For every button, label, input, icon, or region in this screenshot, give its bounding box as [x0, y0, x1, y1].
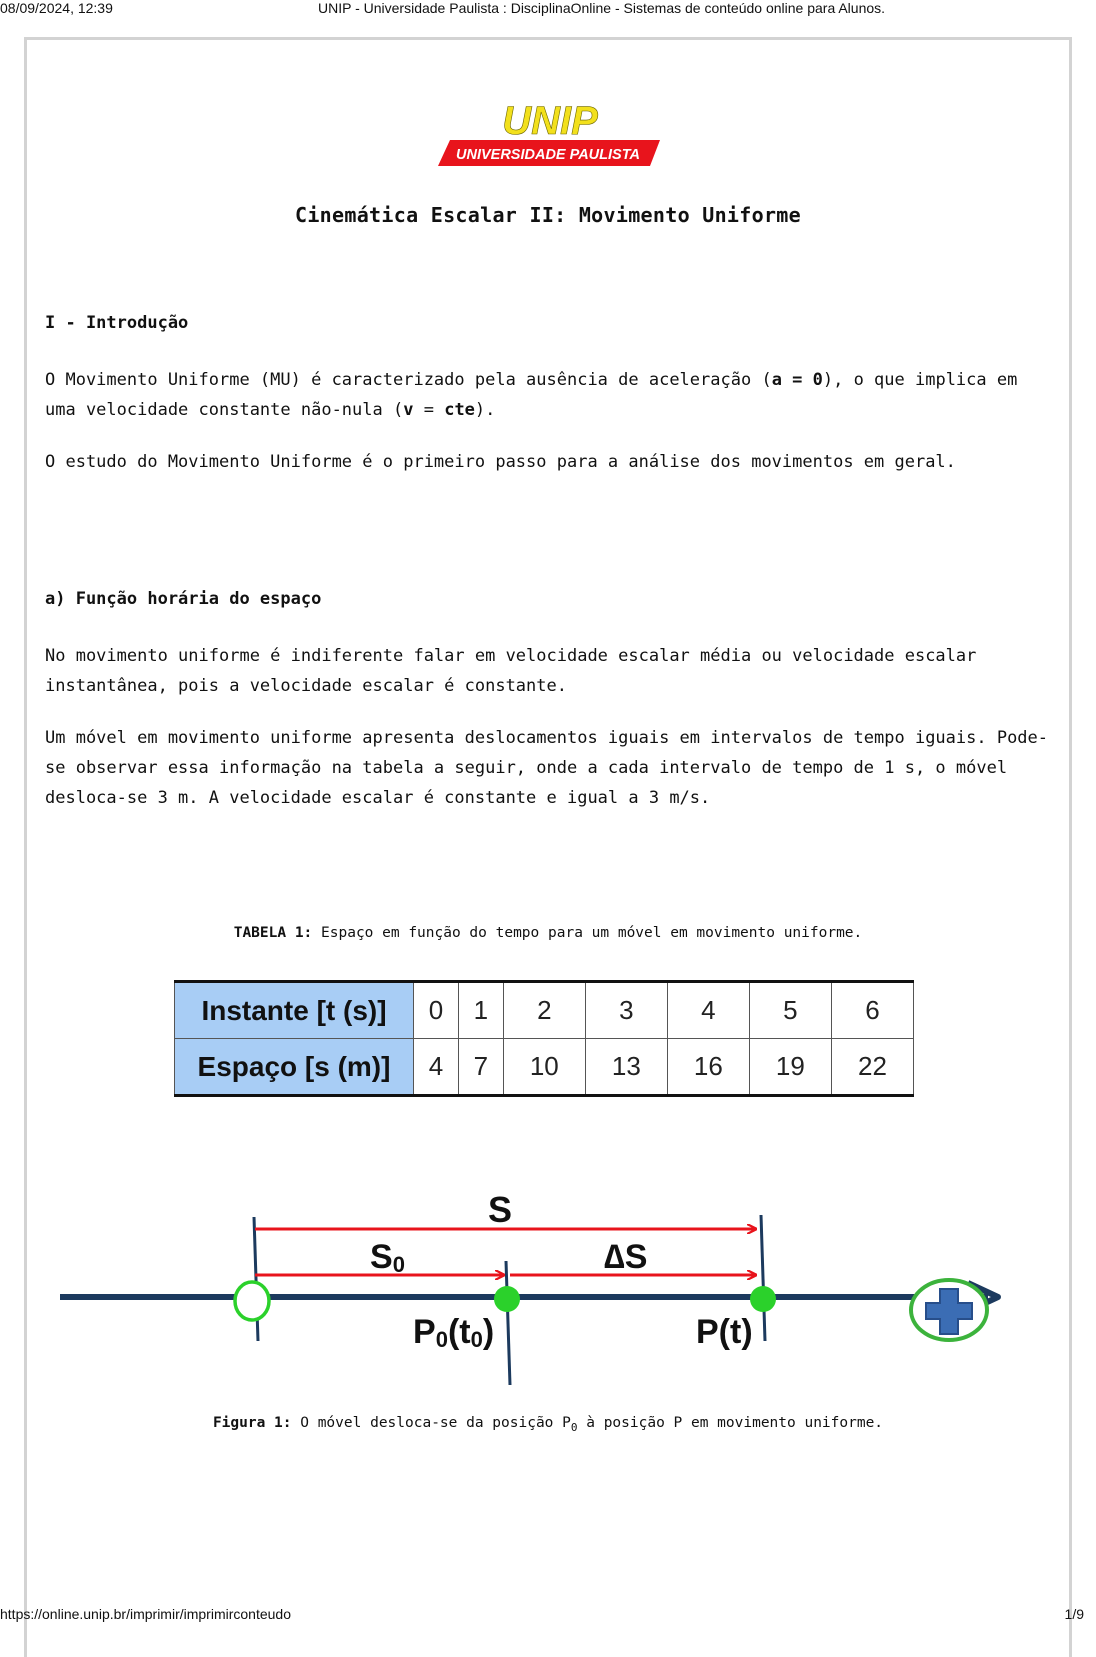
space-time-table [174, 980, 914, 1097]
table-cell: 13 [585, 1039, 667, 1096]
table-cell: 0 [414, 982, 459, 1039]
table-caption-label: TABELA 1: [233, 925, 313, 941]
point-p0 [494, 1286, 520, 1312]
intro-paragraph-1: O Movimento Uniforme (MU) é caracterizado pela ausência de aceleração (a = 0), o que implica em uma velocidade constante não-nula (v = cte). [45, 370, 1018, 420]
table-cell: 1 [458, 982, 503, 1039]
page-number: 1/9 [1064, 1606, 1084, 1622]
print-title: UNIP - Universidade Paulista : DisciplinaOnline - Sistemas de conteúdo online para Alunos. [318, 0, 886, 16]
table-row-space [175, 1039, 914, 1096]
section-a-paragraph-1: No movimento uniforme é indiferente falar em velocidade escalar média ou velocidade escalar instantânea, pois a velocidade escalar é constante. [45, 646, 977, 696]
table-cell: 19 [749, 1039, 831, 1096]
section-intro-heading: I - Introdução [45, 313, 189, 333]
document-title: Cinemática Escalar II: Movimento Uniforme [295, 203, 801, 227]
print-datetime: 08/09/2024, 12:39 [0, 0, 113, 16]
origin-marker [254, 1217, 258, 1341]
logo-subtitle: UNIVERSIDADE PAULISTA [456, 147, 640, 163]
p-marker [761, 1215, 765, 1341]
label-p0: P0(t0) [413, 1313, 495, 1352]
plus-icon [911, 1280, 987, 1340]
print-header [0, 0, 1096, 20]
table-cell: 4 [667, 982, 749, 1039]
intro-paragraph-2: O estudo do Movimento Uniforme é o primeiro passo para a análise dos movimentos em geral. [45, 452, 956, 472]
table-cell: 4 [414, 1039, 459, 1096]
section-a-paragraph-2: Um móvel em movimento uniforme apresenta deslocamentos iguais em intervalos de tempo iguais. Pode-se observar essa informação na tabela a seguir, onde a cada intervalo de tempo de 1 s, o móvel desloca-se 3 m. A velocidade escalar é constante e igual a 3 m/s. [45, 728, 1049, 808]
point-p [750, 1286, 776, 1312]
label-s0: S0 [370, 1238, 405, 1277]
table-cell: 3 [585, 982, 667, 1039]
table-cell: 2 [503, 982, 585, 1039]
table-cell: 6 [831, 982, 913, 1039]
label-p: P(t) [696, 1313, 753, 1351]
label-delta-s: ∆S [604, 1238, 648, 1276]
print-url: https://online.unip.br/imprimir/imprimirconteudo [0, 1606, 291, 1622]
label-s: S [487, 1195, 513, 1230]
figure-caption: Figura 1: O móvel desloca-se da posição $P_0$ à posição P em movimento uniforme. [212, 1415, 884, 1434]
section-a-heading: a) Função horária do espaço [45, 589, 322, 609]
table-cell: 10 [503, 1039, 585, 1096]
row-header-time: Instante [t (s)] [175, 982, 414, 1039]
print-footer [0, 1604, 1096, 1624]
table-cell: 5 [749, 982, 831, 1039]
origin-point [235, 1282, 269, 1320]
row-header-space: Espaço [s (m)] [175, 1039, 414, 1096]
table-cell: 22 [831, 1039, 913, 1096]
p0-marker [506, 1261, 510, 1385]
figure-caption-label: Figura 1: [212, 1415, 292, 1431]
motion-diagram [56, 1195, 1036, 1405]
logo-brand: UNIP [502, 100, 598, 143]
unip-logo [438, 100, 662, 172]
content-frame [24, 37, 1072, 1657]
table-caption [0, 925, 1096, 941]
table-cell: 7 [458, 1039, 503, 1096]
table-row-time [175, 982, 914, 1039]
table-cell: 16 [667, 1039, 749, 1096]
table-caption-text: Espaço em função do tempo para um móvel em movimento uniforme. [312, 925, 863, 941]
